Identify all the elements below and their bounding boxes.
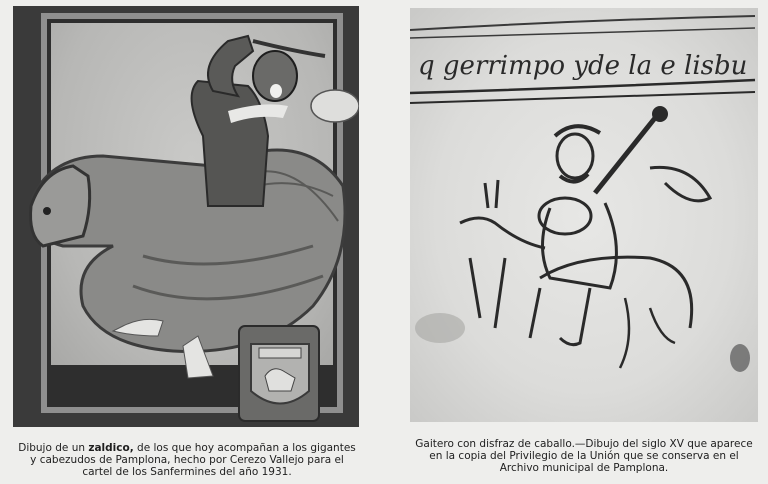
right-caption-line1: Gaitero con disfraz de caballo.—Dibujo del siglo XV que aparece	[415, 438, 753, 450]
right-caption-line2: en la copia del Privilegio de la Unión que se conserva en el	[429, 450, 739, 462]
right-caption-line3: Archivo municipal de Pamplona.	[499, 462, 669, 474]
left-caption	[14, 442, 360, 478]
left-caption-line3: cartel de los Sanfermines del año 1931.	[82, 466, 292, 478]
caption-emphasis: zaldico,	[88, 442, 134, 454]
zaldico-illustration	[13, 6, 359, 427]
coat-of-arms-icon	[239, 326, 319, 421]
manuscript-script: q gerrimpo yde la e lisbu	[418, 51, 748, 81]
left-caption-line1: Dibujo de un zaldico, de los que hoy acompañan a los gigantes	[18, 442, 356, 454]
right-caption	[408, 438, 760, 474]
left-caption-line2: y cabezudos de Pamplona, hecho por Cerezo Vallejo para el	[30, 454, 344, 466]
gaitero-drawing	[410, 8, 758, 422]
gaitero-manuscript-drawing	[410, 8, 758, 422]
zaldico-drawing	[13, 6, 359, 427]
